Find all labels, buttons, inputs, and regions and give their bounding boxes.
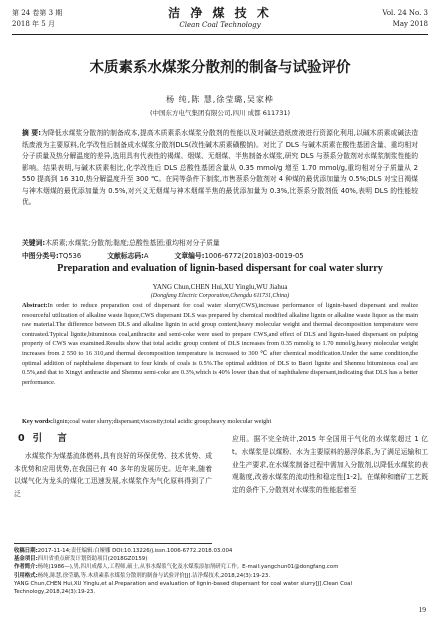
clc-number: 中图分类号:TQ536 [22,252,82,260]
header-center [12,6,428,30]
footnote-block [14,547,426,596]
abstract-cn-label: 摘 要: [22,129,41,137]
article-title-cn: 木质素系水煤浆分散剂的制备与试验评价 [89,60,351,76]
footnote-funding: 基金项目:四川省重点研发计划资助项目(2018GZ0159) [14,556,148,563]
keywords-en-label: Key words: [22,418,53,425]
footnote-author-bio: 作者简介:杨纯(1986—),男,四川成都人,工程师,硕士,从事水煤浆气化及水煤浆添加剂研究工作。E-mail:yangchun01@dongfang.com [14,564,339,571]
keywords-cn-label: 关键词: [22,239,46,247]
footnote-received: 收稿日期:2017-11-14;责任编辑:白娅娜 DOI:10.13226/j.issn.1006-6772.2018.03.004 [14,548,233,554]
journal-title-cn: 洁 净 煤 技 术 [168,6,272,20]
classification-line [22,250,418,260]
header-right [382,8,428,30]
intro-paragraph-right: 应用。据不完全统计,2015 年全国用于气化的水煤浆超过 1 亿 t。水煤浆是以煤粉、水为主要原料的悬浮体系,为了满足运输和工业生产要求,在水煤浆制备过程中需加入分散剂,以降低水煤浆的表观黏度,改善水煤浆的流动性和稳定性[1-2]。在煤种和磨矿工艺既定的条件下,分散剂对水煤浆的性能起着至 [232,435,428,495]
section-title: 引 言 [32,433,73,444]
date-cn: 2018 年 5 月 [12,20,55,28]
keywords-en [22,418,418,425]
authors-en: YANG Chun,CHEN Hui,XU Yinglu,WU Jiahua [152,283,288,291]
footnote-citation-cn: 引用格式:杨纯,陈慧,徐莹璐,等.木质素系水煤浆分散剂的制备与试验评价[J].洁净煤技术,2018,24(3):19-23. [14,572,271,579]
journal-title-en: Clean Coal Technology [179,21,261,29]
authors-cn: 杨 纯,陈 慧,徐莹璐,吴家桦 [166,95,274,104]
page-number: 19 [418,605,426,614]
section-number: 0 [18,433,25,444]
body-column-right [232,433,428,497]
keywords-cn [22,238,418,249]
body-column-left [14,433,212,501]
document-code: 文献标志码:A [107,252,149,260]
abstract-en-text: In order to reduce preparation cost of dispersant for coal water slurry(CWS),increase performance of lignin-based dispersant and realize resourceful utilization of alkaline waste liquor,CWS dispersant DLS was prepared by chemical modified alkaline lignin or alkaline waste liquor as the main raw material.The difference between DLS and alkaline lignin in acid group content,heavy molecular weight and thermal decomposition temperature were contrasted.Typical lignite,bituminous coal,anthracite and semi-coke were used to prepare CWS,and effect of DLS and lignin-based dispersant on pulping property of CWS was examined.Results show that total acidic group content of DLS increases from 0.35 mmol/g to 1.70 mmol/g,heavy molecular weight increases from 2 550 to 16 310,and thermal decomposition temperature is increased to 300 ℃ after chemical modification.Under the same condition,the optimal addition of naphthalene dispersant to four kinds of coals is 0.5%.The optimal addition of DLS to Baori lignite and Shenmu bituminous coal are 0.5%,and that to Xingyi anthracite and Shenmu semi-coke are 0.3%,which is 40% lower than that of naphthalene dispersant,indicating that DLS has a better performance. [22,302,418,386]
intro-paragraph-left: 水煤浆作为煤基流体燃料,具有良好的环保优势、技术优势、成本优势和应用优势,在我国已有 40 多年的发展历史。近年来,随着以煤气化为龙头的煤化工迅速发展,水煤浆作为气化原料得到了广泛 [14,451,212,499]
header-rule [12,34,428,35]
volume-en: Vol. 24 No. 3 [382,9,428,17]
article-number: 文章编号:1006-6772(2018)03-0019-05 [174,252,304,260]
abstract-en [22,301,418,387]
keywords-en-text: lignin;coal water slurry;dispersant;viscosity;total acidic group;heavy molecular weight [52,418,272,425]
abstract-en-label: Abstract: [22,302,48,309]
article-title-en: Preparation and evaluation of lignin-based dispersant for coal water slurry [57,263,383,274]
footnote-rule [14,543,212,544]
keywords-cn-text: 木质素;水煤浆;分散剂;黏度;总酸性基团;重均相对分子质量 [45,239,220,247]
abstract-cn-text: 为降低水煤浆分散剂的制备成本,提高木质素系水煤浆分散剂的性能以及对碱法造纸废液进行资源化利用,以碱木质素或碱法造纸废液为主要原料,化学改性后制备成水煤浆分散剂DLS(改性碱木质素磺酸钠)。对比了 DLS 与碱木质素在酸性基团含量、重均相对分子质量及热分解温度的差异,选用具有代表性的褐煤、烟煤、无烟煤、半焦制备水煤浆,研究 DLS 与萘系分散剂对水煤浆制浆性能的影响。结果表明,与碱木质素相比,化学改性后 DLS 总酸性基团含量从 0.35 mmol/g 增至 1.70 mmol/g,重均相对分子质量从 2 550 提高到 16 310,热分解温度升至 300 ℃。在同等条件下制浆,市售萘系分散剂对 4 种煤的最优添加量为 0.5%;DLS 对宝日褐煤与神木烟煤的最优添加量为 0.5%,对兴义无烟煤与神木烟煤半焦的最优添加量为 0.3%,比萘系分散剂低 40%,表明 DLS 的性能较优。 [22,129,418,206]
affiliation-en: (Dongfang Electric Corporation,Chengdu 611731,China) [150,293,290,299]
affiliation-cn: (中国东方电气集团有限公司,四川 成都 611731) [149,109,291,117]
section-heading-intro [18,433,212,446]
footnote-citation-en: YANG Chun,CHEN Hui,XU Yinglu,et al.Preparation and evaluation of lignin-based dispersant for coal water slurry[J].Clean Coal Technology,2018,24(3):19-23. [14,580,352,596]
date-en: May 2018 [392,20,428,28]
volume-cn: 第 24 卷第 3 期 [12,9,63,17]
running-header [12,6,428,34]
abstract-cn [22,128,418,209]
